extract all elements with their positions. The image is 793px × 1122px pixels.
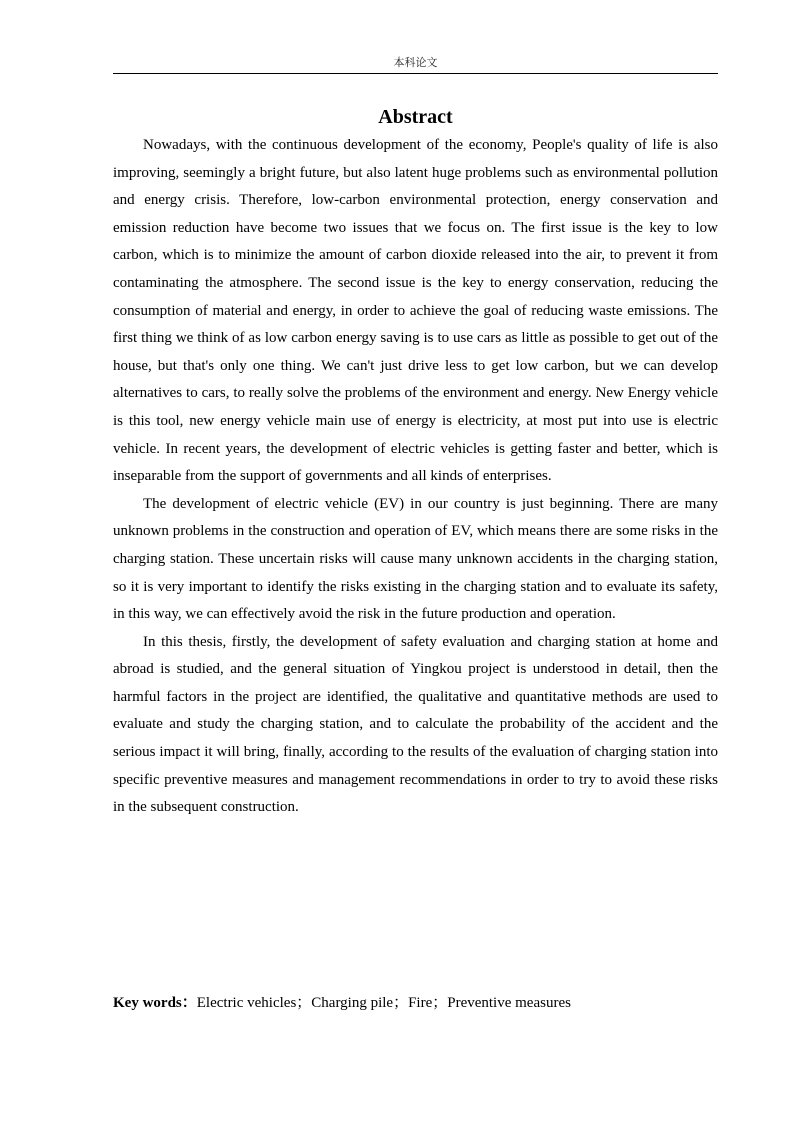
abstract-paragraph-1: Nowadays, with the continuous development of the economy, People's quality of life is also improving, seemingly a bright future, but also latent huge problems such as environmental pollution and energy crisis. Therefore, low-carbon environmental protection, energy conservation and emission reduction have become two issues that we focus on. The first issue is the key to low carbon, which is to minimize the amount of carbon dioxide released into the air, to prevent it from contaminating the atmosphere. The second issue is the key to energy conservation, reducing the consumption of material and energy, in order to achieve the goal of reducing waste emissions. The first thing we think of as low carbon energy saving is to use cars as little as possible to get out of the house, but that's only one thing. We can't just drive less to get low carbon, but we can develop alternatives to cars, to really solve the problems of the environment and energy. New Energy vehicle is this tool, new energy vehicle main use of energy is electricity, at most put into use is electric vehicle. In recent years, the development of electric vehicles is getting faster and better, which is inseparable from the support of governments and all kinds of enterprises. bbox=[113, 137, 718, 485]
header-divider bbox=[113, 73, 718, 74]
keywords-text: Electric vehicles；Charging pile；Fire；Preventive measures bbox=[196, 995, 571, 1011]
keywords-label: Key words： bbox=[113, 995, 197, 1011]
keywords-line bbox=[113, 990, 718, 1018]
running-header: 本科论文 bbox=[393, 56, 438, 69]
abstract-body bbox=[113, 132, 718, 822]
abstract-paragraph-3: In this thesis, firstly, the development of safety evaluation and charging station at home and abroad is studied, and the general situation of Yingkou project is understood in detail, then the harmful factors in the project are identified, the qualitative and quantitative methods are used to evaluate and study the charging station, and to calculate the probability of the accident and the serious impact it will bring, finally, according to the results of the evaluation of charging station into specific preventive measures and management recommendations in order to try to avoid these risks in the subsequent construction. bbox=[113, 633, 718, 816]
abstract-paragraph-2: The development of electric vehicle (EV) in our country is just beginning. There are many unknown problems in the construction and operation of EV, which means there are some risks in the charging station. These uncertain risks will cause many unknown accidents in the charging station, so it is very important to identify the risks existing in the charging station and to evaluate its safety, in this way, we can effectively avoid the risk in the future production and operation. bbox=[113, 495, 718, 623]
abstract-title: Abstract bbox=[378, 106, 453, 128]
